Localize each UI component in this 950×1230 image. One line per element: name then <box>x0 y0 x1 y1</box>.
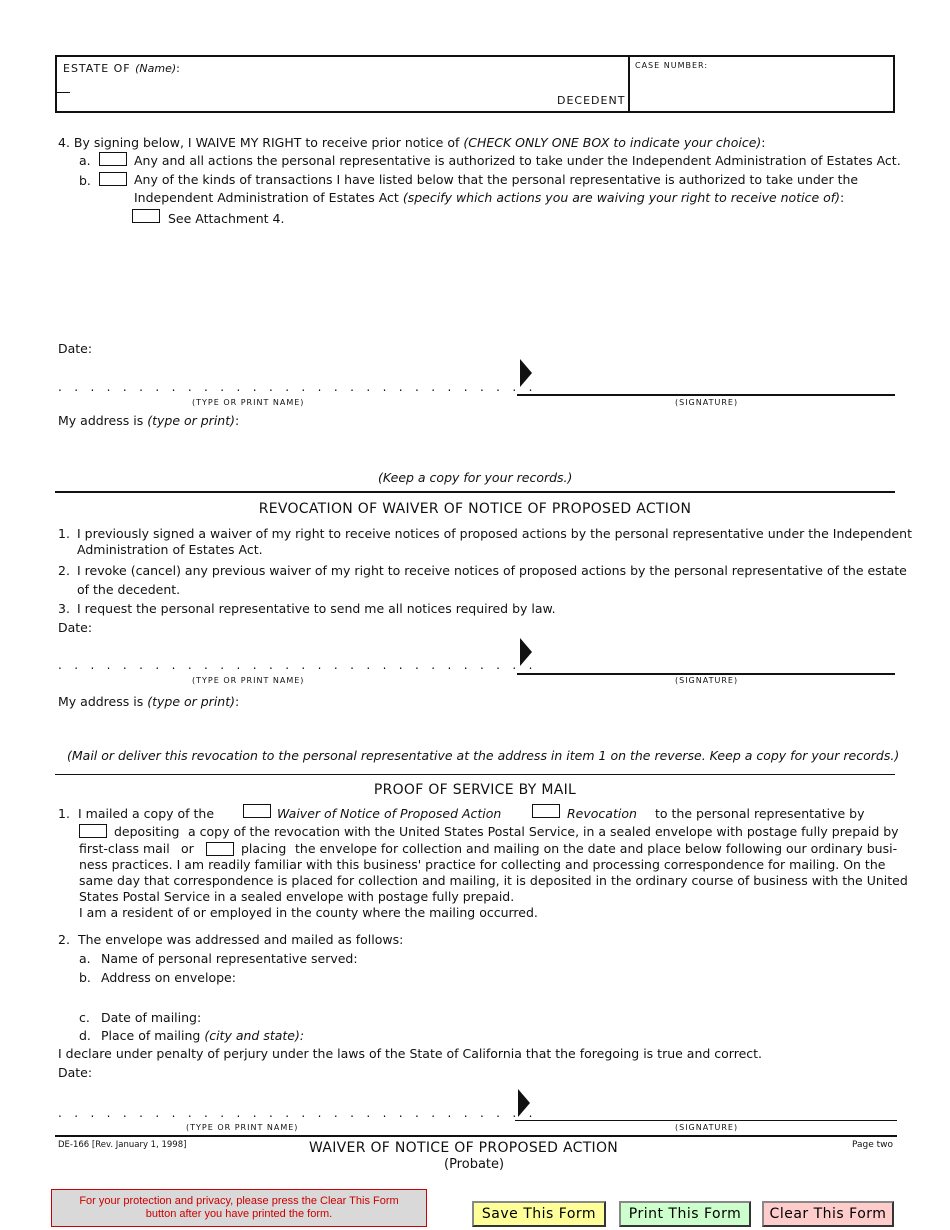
waiver-name-caption: (TYPE OR PRINT NAME) <box>192 398 305 407</box>
mailing-place-input[interactable] <box>306 1026 706 1044</box>
proof-d-label: Place of mailing (city and state): <box>101 1028 305 1043</box>
rev-address-label: My address is (type or print): <box>58 694 240 709</box>
placing-checkbox[interactable] <box>206 842 234 856</box>
footer-divider <box>55 1135 897 1137</box>
waiver-date-label: Date: <box>58 341 93 356</box>
form-subtitle: (Probate) <box>444 1157 505 1172</box>
waiver-address-label: My address is (type or print): <box>58 413 240 428</box>
waiver-name-dots: . . . . . . . . . . . . . . . . . . . . . . . . . . . . . . <box>58 380 537 394</box>
proof-a-letter: a. <box>79 951 91 966</box>
rev-item1-line2: Administration of Estates Act. <box>77 542 263 557</box>
para-line2: same day that correspondence is placed for collection and mailing, it is deposited in the ordinary course of business with the United <box>79 873 908 888</box>
rev-item2-line2: of the decedent. <box>77 582 181 597</box>
section-divider-2 <box>55 774 895 775</box>
rev-address-input[interactable] <box>232 692 882 732</box>
waiver-date-input[interactable] <box>96 339 296 357</box>
proof-signature-arrow-icon <box>518 1089 530 1117</box>
case-number-input[interactable] <box>636 76 888 106</box>
rev-name-input[interactable] <box>58 644 428 662</box>
placing-text: the envelope for collection and mailing on the date and place below following our ordinary busi- <box>295 841 898 856</box>
depositing-checkbox[interactable] <box>79 824 107 838</box>
case-number-label: CASE NUMBER: <box>635 61 709 70</box>
depositing-text: a copy of the revocation with the United States Postal Service, in a sealed envelope with postage fully prepaid by <box>188 824 899 839</box>
rep-name-input[interactable] <box>358 949 878 967</box>
waiver-name-input[interactable] <box>58 366 428 384</box>
para-line1: ness practices. I am readily familiar with this business' practice for collecting and processing correspondence for mailing. On the <box>79 857 886 872</box>
para-line3: States Postal Service in a sealed envelope with postage fully prepaid. <box>79 889 515 904</box>
proof-c-text: Date of mailing: <box>101 1010 202 1025</box>
waiver-address-input[interactable] <box>232 411 882 451</box>
rev-date-label: Date: <box>58 620 93 635</box>
proof-d-letter: d. <box>79 1028 91 1043</box>
item4b-letter: b. <box>79 173 91 188</box>
or-text: or <box>181 841 194 856</box>
proof-date-label: Date: <box>58 1065 93 1080</box>
privacy-line2: button after you have printed the form. <box>145 1208 333 1220</box>
estate-field-marker <box>57 92 70 93</box>
waiver-option-label: Waiver of Notice of Proposed Action <box>277 806 502 821</box>
mailing-date-input[interactable] <box>204 1008 504 1026</box>
keep-copy-note: (Keep a copy for your records.) <box>378 470 573 485</box>
page-label: Page two <box>852 1140 894 1150</box>
decedent-label: DECEDENT <box>557 94 626 107</box>
proof-name-dots: . . . . . . . . . . . . . . . . . . . . . . . . . . . . . . <box>58 1106 537 1120</box>
proof-item1-num: 1. <box>58 806 70 821</box>
item4b-text1: Any of the kinds of transactions I have listed below that the personal representative is authorized to take under the <box>134 172 859 187</box>
waiver-option-checkbox[interactable] <box>243 804 271 818</box>
proof-item2-text: The envelope was addressed and mailed as follows: <box>78 932 404 947</box>
revocation-option-checkbox[interactable] <box>532 804 560 818</box>
header-divider <box>628 55 630 113</box>
save-form-button[interactable]: Save This Form <box>472 1201 606 1227</box>
rev-item3-text: I request the personal representative to send me all notices required by law. <box>77 601 556 616</box>
rev-item1-line1: I previously signed a waiver of my right to receive notices of proposed actions by the personal representative under the Independent <box>77 526 912 541</box>
item4-text: 4. By signing below, I WAIVE MY RIGHT to receive prior notice of <box>58 135 460 150</box>
proof-item1-prefix: I mailed a copy of the <box>78 806 215 821</box>
proof-c-letter: c. <box>79 1010 90 1025</box>
proof-b-letter: b. <box>79 970 91 985</box>
proof-item2-num: 2. <box>58 932 70 947</box>
waiver-signature-line <box>517 394 895 396</box>
first-class-text: first-class mail <box>79 841 170 856</box>
attachment-checkbox[interactable] <box>132 209 160 223</box>
revocation-option-label: Revocation <box>567 806 637 821</box>
proof-title: PROOF OF SERVICE BY MAIL <box>373 782 577 798</box>
rev-name-dots: . . . . . . . . . . . . . . . . . . . . . . . . . . . . . . <box>58 658 537 672</box>
rev-item1-num: 1. <box>58 526 70 541</box>
privacy-notice <box>51 1189 427 1227</box>
estate-name-input[interactable] <box>60 76 540 92</box>
rev-item3-num: 3. <box>58 601 70 616</box>
proof-b-text: Address on envelope: <box>101 970 236 985</box>
item4a-text: Any and all actions the personal representative is authorized to take under the Independent Administration of Estates Act. <box>134 153 901 168</box>
item4b-checkbox[interactable] <box>99 172 127 186</box>
clear-form-button[interactable]: Clear This Form <box>762 1201 894 1227</box>
resident-line: I am a resident of or employed in the county where the mailing occurred. <box>79 905 538 920</box>
estate-label: ESTATE OF <box>63 62 131 75</box>
form-title: WAIVER OF NOTICE OF PROPOSED ACTION <box>309 1140 619 1156</box>
waived-actions-input[interactable] <box>134 230 884 330</box>
declaration-text: I declare under penalty of perjury under the laws of the State of California that the foregoing is true and correct. <box>58 1046 763 1061</box>
rev-date-input[interactable] <box>96 618 296 636</box>
proof-name-caption: (TYPE OR PRINT NAME) <box>186 1123 299 1132</box>
envelope-address-input[interactable] <box>240 968 880 1004</box>
rev-signature-line <box>517 673 895 675</box>
rev-item2-num: 2. <box>58 563 70 578</box>
proof-name-input[interactable] <box>58 1091 434 1109</box>
item4a-letter: a. <box>79 153 91 168</box>
mail-note: (Mail or deliver this revocation to the personal representative at the address in item 1 on the reverse. Keep a copy for your records.) <box>67 748 900 763</box>
waiver-signature-arrow-icon <box>520 359 532 387</box>
attachment-text: See Attachment 4. <box>168 211 285 226</box>
proof-signature-line <box>515 1120 897 1121</box>
proof-date-input[interactable] <box>96 1063 296 1081</box>
rev-item2-line1: I revoke (cancel) any previous waiver of my right to receive notices of proposed actions by the personal representative of the estate <box>77 563 907 578</box>
item4b-line2: Independent Administration of Estates Act (specify which actions you are waiving your right to receive notice of): <box>134 190 845 205</box>
revocation-title: REVOCATION OF WAIVER OF NOTICE OF PROPOSED ACTION <box>258 501 692 517</box>
estate-label-group: ESTATE OF (Name): <box>63 62 181 75</box>
waiver-item-4: 4. By signing below, I WAIVE MY RIGHT to receive prior notice of (CHECK ONLY ONE BOX to indicate your choice): <box>58 135 766 150</box>
print-form-button[interactable]: Print This Form <box>619 1201 751 1227</box>
rev-signature-caption: (SIGNATURE) <box>675 676 739 685</box>
depositing-word: depositing <box>114 824 180 839</box>
rev-name-caption: (TYPE OR PRINT NAME) <box>192 676 305 685</box>
section-divider-1 <box>55 491 895 493</box>
proof-signature-caption: (SIGNATURE) <box>675 1123 739 1132</box>
item4a-checkbox[interactable] <box>99 152 127 166</box>
rev-signature-arrow-icon <box>520 638 532 666</box>
privacy-line1: For your protection and privacy, please press the Clear This Form <box>79 1195 399 1207</box>
estate-name-hint: (Name) <box>135 62 177 75</box>
proof-a-text: Name of personal representative served: <box>101 951 358 966</box>
placing-word: placing <box>241 841 287 856</box>
item4-hint: (CHECK ONLY ONE BOX to indicate your choice) <box>463 135 762 150</box>
proof-item1-suffix: to the personal representative by <box>655 806 865 821</box>
waiver-signature-caption: (SIGNATURE) <box>675 398 739 407</box>
form-id: DE-166 [Rev. January 1, 1998] <box>58 1140 187 1150</box>
item4b-hint: (specify which actions you are waiving your right to receive notice of) <box>402 190 841 205</box>
